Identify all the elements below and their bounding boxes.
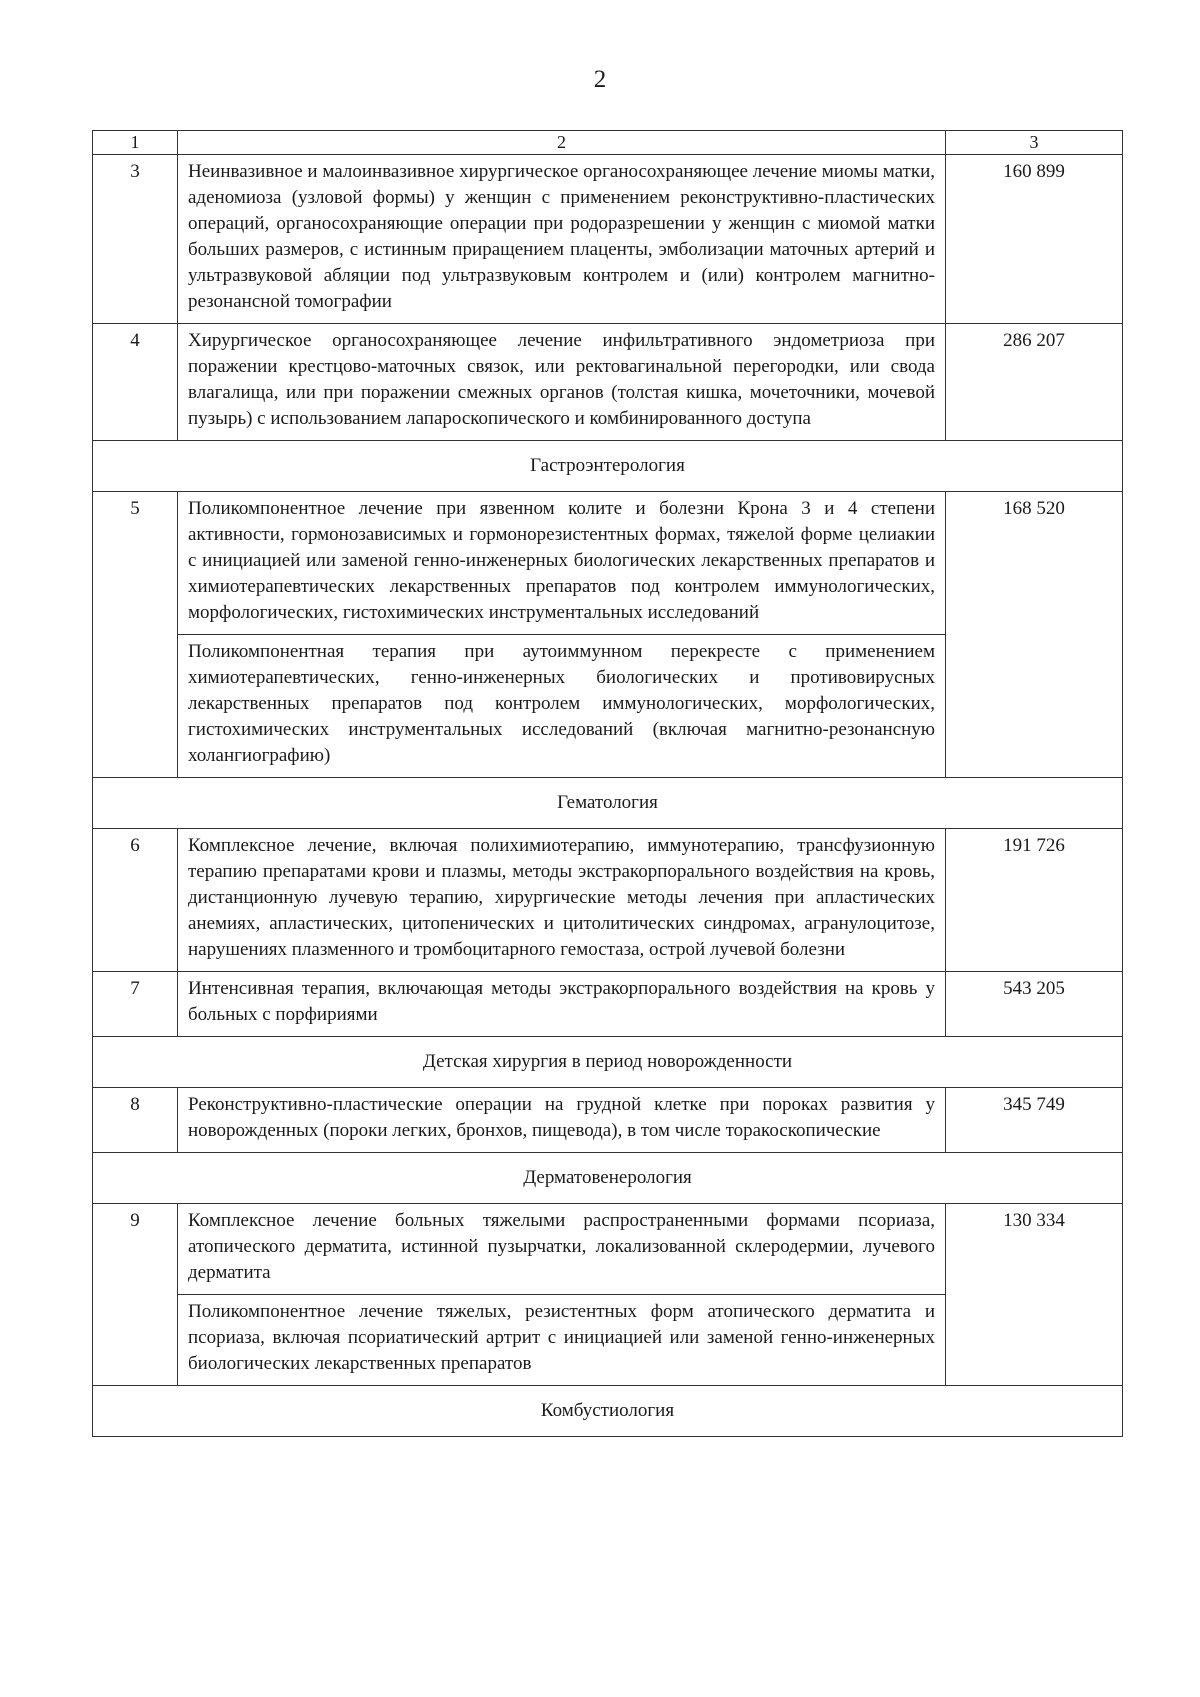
row-price: 191 726 <box>946 829 1123 972</box>
row-number: 4 <box>93 324 178 441</box>
row-number: 8 <box>93 1088 178 1153</box>
header-col-2: 2 <box>178 131 946 155</box>
table-row <box>93 972 1123 1037</box>
table-row <box>93 155 1123 324</box>
row-description: Комплексное лечение больных тяжелыми распространенными формами псориаза, атопического дерматита, истинной пузырчатки, локализованной склеродермии, лучевого дерматита <box>188 1210 935 1283</box>
row-description-cell <box>178 324 946 441</box>
row-description: Интенсивная терапия, включающая методы экстракорпорального воздействия на кровь у больных с порфириями <box>188 978 935 1025</box>
row-number: 3 <box>93 155 178 324</box>
section-title: Гематология <box>93 778 1123 829</box>
row-number: 9 <box>93 1204 178 1386</box>
row-description-cell <box>178 829 946 972</box>
row-description: Поликомпонентное лечение тяжелых, резистентных форм атопического дерматита и псориаза, включая псориатический артрит с инициацией или заменой генно-инженерных биологических лекарственных препаратов <box>178 1294 945 1385</box>
table-row <box>93 324 1123 441</box>
row-description: Поликомпонентная терапия при аутоиммунном перекресте с применением химиотерапевтических, генно-инженерных биологических и противовирусных лекарственных препаратов под контролем иммунологических, морфологических, гистохимических инструментальных исследований (включая магнитно-резонансную холангиографию) <box>178 634 945 777</box>
section-row <box>93 441 1123 492</box>
row-price: 543 205 <box>946 972 1123 1037</box>
table-row <box>93 492 1123 778</box>
row-description-cell <box>178 1204 946 1386</box>
row-description-cell <box>178 492 946 778</box>
section-row <box>93 1037 1123 1088</box>
row-description-cell <box>178 972 946 1037</box>
page-number: 2 <box>593 66 607 93</box>
table-row <box>93 1204 1123 1386</box>
table-row <box>93 829 1123 972</box>
row-price: 286 207 <box>946 324 1123 441</box>
row-description: Хирургическое органосохраняющее лечение инфильтративного эндометриоза при поражении крестцово-маточных связок, или ректовагинальной перегородки, или свода влагалища, или при поражении смежных органов (толстая кишка, мочеточники, мочевой пузырь) с использованием лапароскопического и комбинированного доступа <box>188 330 935 429</box>
header-col-3: 3 <box>946 131 1123 155</box>
row-number: 5 <box>93 492 178 778</box>
row-description: Неинвазивное и малоинвазивное хирургическое органосохраняющее лечение миомы матки, аденомиоза (узловой формы) у женщин с применением реконструктивно-пластических операций, органосохраняющие операции при родоразрешении у женщин с миомой матки больших размеров, с истинным приращением плаценты, эмболизации маточных артерий и ультразвуковой абляции под ультразвуковым контролем и (или) контролем магнитно-резонансной томографии <box>188 161 935 312</box>
row-price: 168 520 <box>946 492 1123 778</box>
row-number: 7 <box>93 972 178 1037</box>
section-row <box>93 778 1123 829</box>
section-title: Детская хирургия в период новорожденности <box>93 1037 1123 1088</box>
row-description-cell <box>178 155 946 324</box>
row-price: 160 899 <box>946 155 1123 324</box>
row-number: 6 <box>93 829 178 972</box>
row-description: Реконструктивно-пластические операции на грудной клетке при пороках развития у новорожденных (пороки легких, бронхов, пищевода), в том числе торакоскопические <box>188 1094 935 1141</box>
table-row <box>93 1088 1123 1153</box>
section-title: Дерматовенерология <box>93 1153 1123 1204</box>
section-title: Гастроэнтерология <box>93 441 1123 492</box>
row-description: Комплексное лечение, включая полихимиотерапию, иммунотерапию, трансфузионную терапию препаратами крови и плазмы, методы экстракорпорального воздействия на кровь, дистанционную лучевую терапию, хирургические методы лечения при апластических анемиях, апластических, цитопенических и цитолитических синдромах, агранулоцитозе, нарушениях плазменного и тромбоцитарного гемостаза, острой лучевой болезни <box>188 835 935 960</box>
section-row <box>93 1386 1123 1437</box>
header-col-1: 1 <box>93 131 178 155</box>
services-table <box>92 130 1123 1437</box>
row-price: 130 334 <box>946 1204 1123 1386</box>
row-price: 345 749 <box>946 1088 1123 1153</box>
row-description: Поликомпонентное лечение при язвенном колите и болезни Крона 3 и 4 степени активности, гормонозависимых и гормонорезистентных формах, тяжелой форме целиакии с инициацией или заменой генно-инженерных биологических лекарственных препаратов и химиотерапевтических лекарственных препаратов под контролем иммунологических, морфологических, гистохимических инструментальных исследований <box>188 498 935 623</box>
section-title: Комбустиология <box>93 1386 1123 1437</box>
section-row <box>93 1153 1123 1204</box>
row-description-cell <box>178 1088 946 1153</box>
table-header-row <box>93 131 1123 155</box>
